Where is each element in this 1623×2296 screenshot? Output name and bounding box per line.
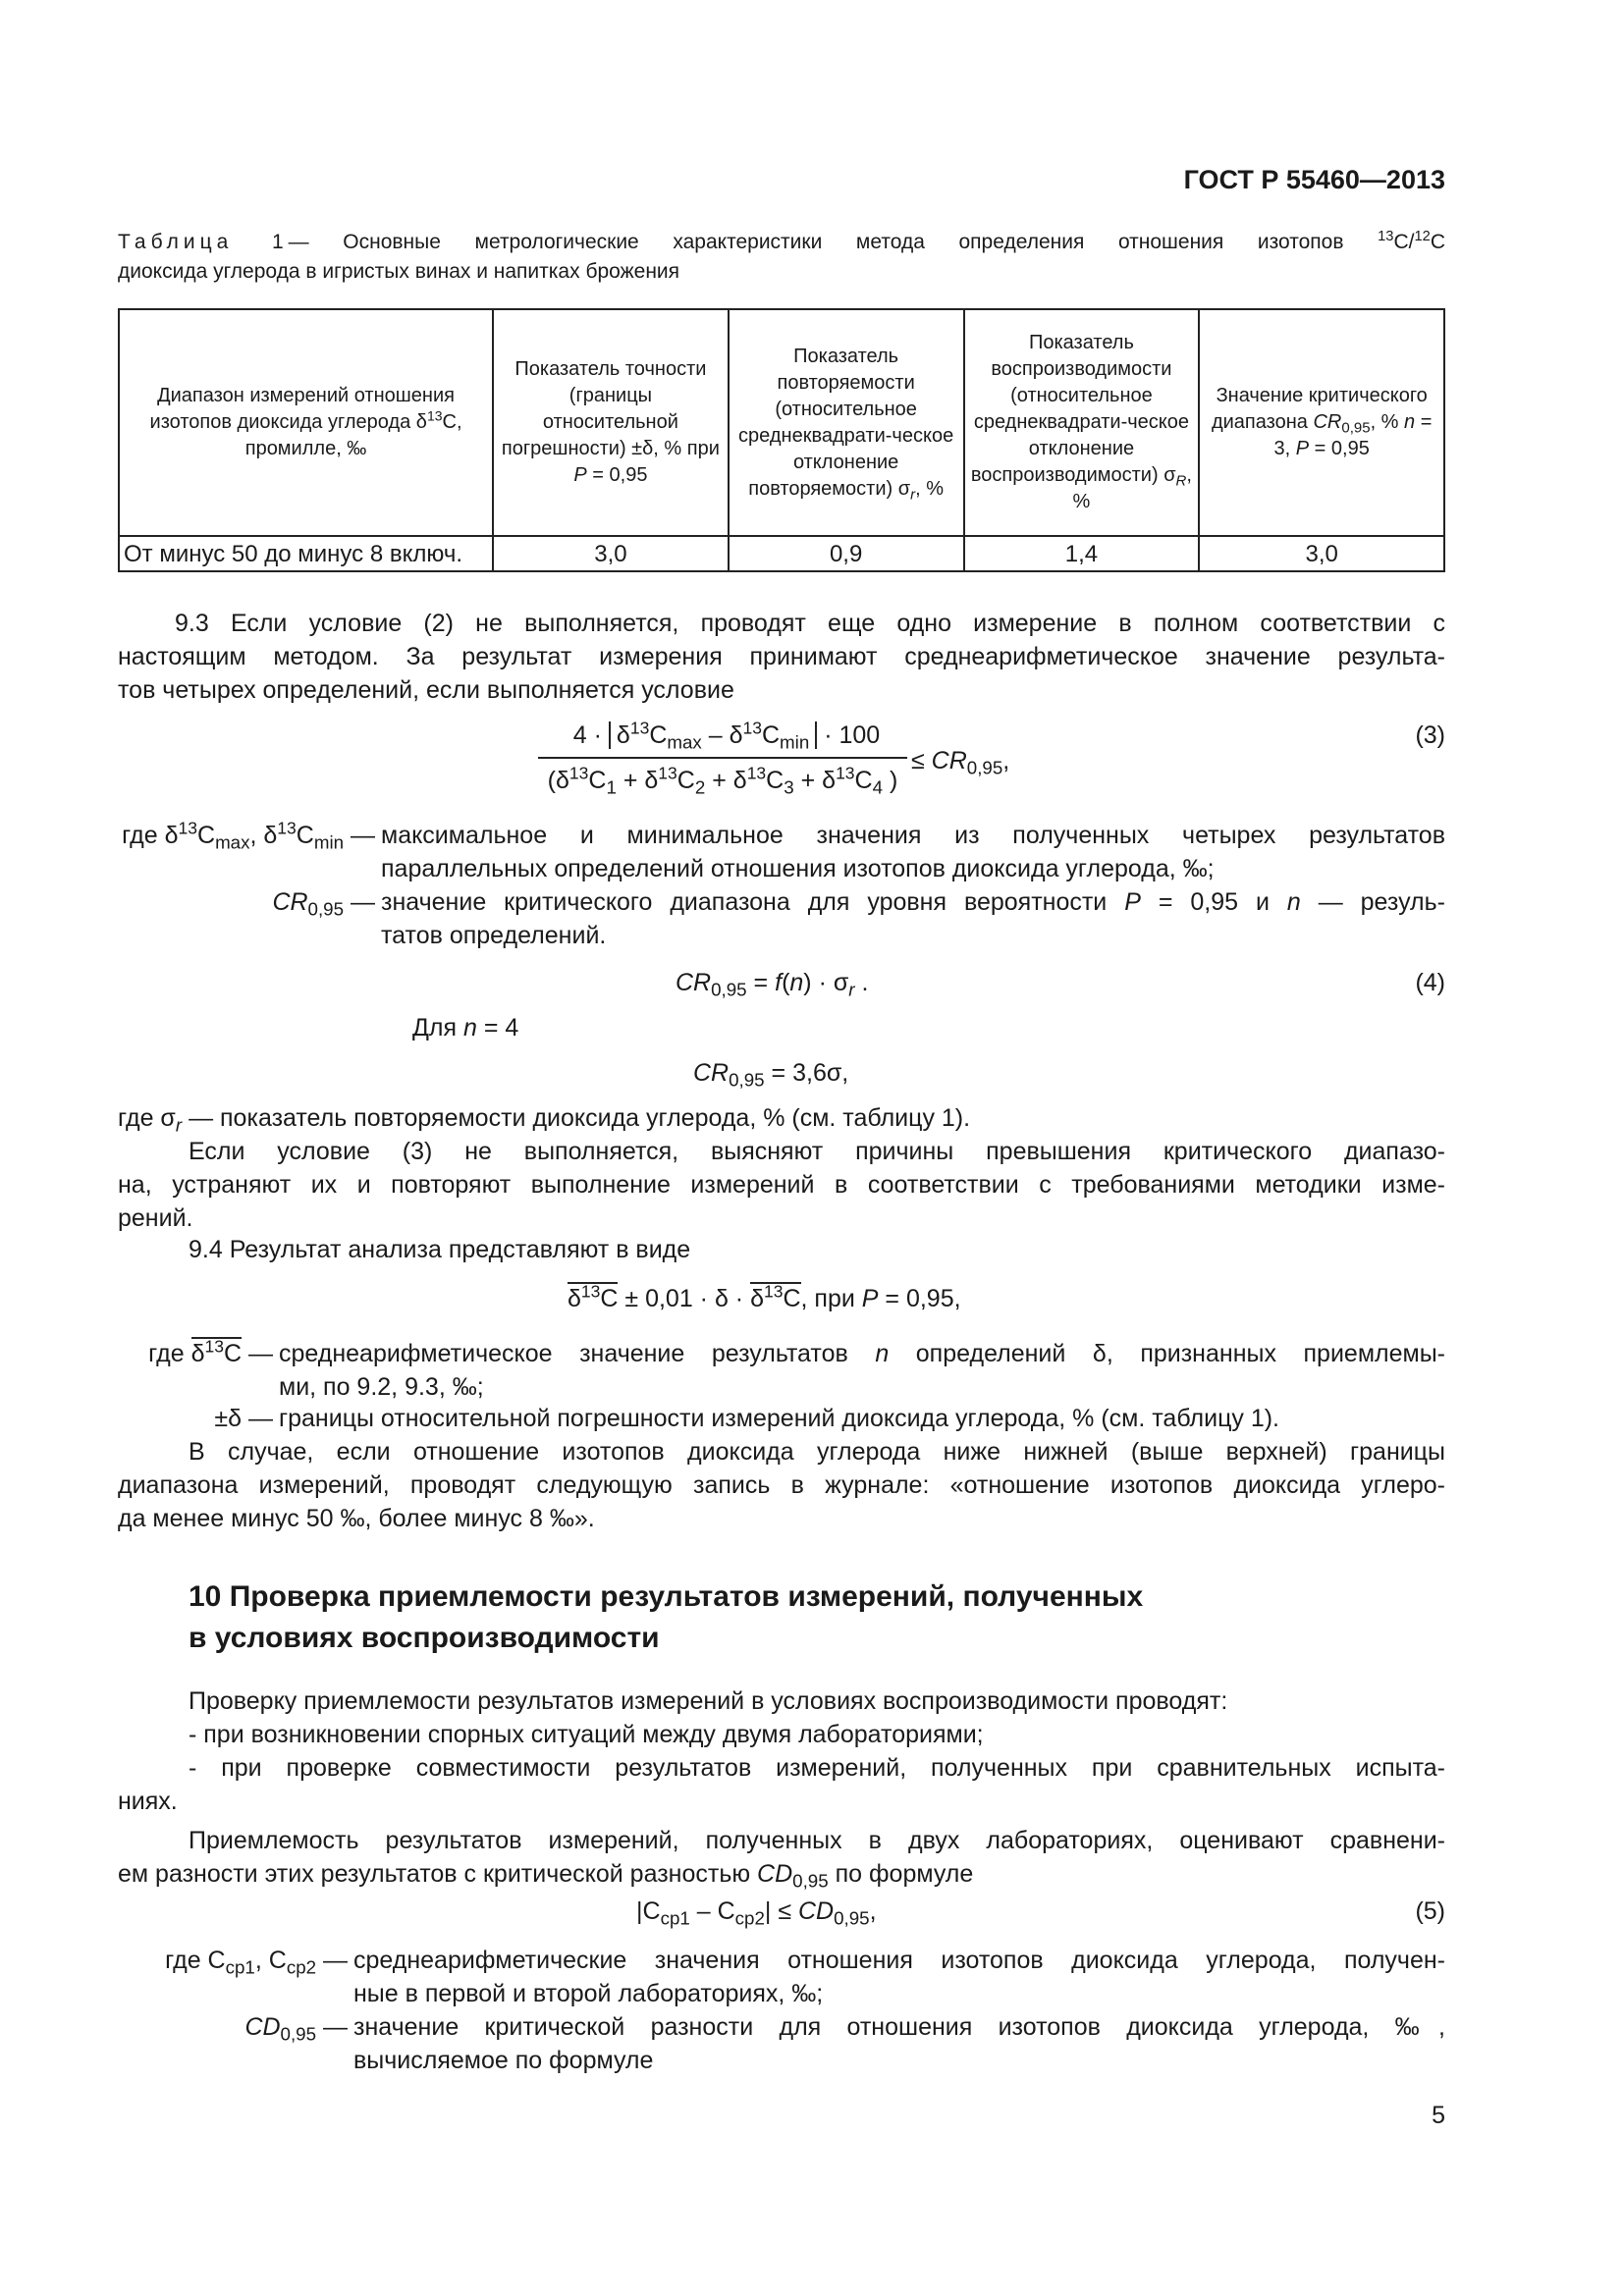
section-10-body	[118, 1684, 1445, 1891]
equation-4b: $CR_{0,95} = 3,6\sigma$,	[693, 1059, 849, 1091]
where-term: где $C_{ср1}$, $C_{ср2}$ —	[165, 1947, 348, 1978]
text-line: настоящим методом. За результат измерения принимают среднеарифметическое значение результа-	[118, 643, 1445, 670]
equation-3-rhs: ≤ $CR_{0,95}$,	[911, 747, 1010, 778]
page-number: 5	[1432, 2102, 1445, 2129]
column-header-repeatability: Показатель повторяемости (относительное среднеквадрати-ческое отклонение повторяемости) $\sigma_r$, %	[729, 309, 964, 536]
equation-4-number: (4)	[1415, 969, 1445, 996]
equation-3-denominator: ($\delta^{13}C_1 + \delta^{13}C_2 + \delta^{13}C_3 + \delta^{13}C_4$ )	[547, 763, 898, 798]
table-caption	[118, 228, 1445, 287]
section-10-heading: 10 Проверка приемлемости результатов измерений, полученных в условиях воспроизводимости	[189, 1580, 1144, 1654]
where-definition: границы относительной погрешности измерений диоксида углерода, % (см. таблицу 1).	[279, 1405, 1280, 1432]
column-header-reproducibility: Показатель воспроизводимости (относительное среднеквадрати-ческое отклонение воспроизводимости) $\sigma_R$, %	[964, 309, 1200, 536]
where-sigma-r: где $\sigma_r$ — показатель повторяемости диоксида углерода, % (см. таблицу 1).	[118, 1104, 971, 1136]
text-line: Приемлемость результатов измерений, полученных в двух лабораториях, оценивают сравнени-	[189, 1827, 1445, 1854]
equation-3-number: (3)	[1415, 721, 1445, 749]
paragraph-9-3	[118, 607, 1445, 707]
where-term: ±δ —	[214, 1405, 273, 1432]
equation-5-number: (5)	[1415, 1897, 1445, 1925]
fraction-bar	[538, 757, 907, 759]
where-definition: максимальное и минимальное значения из полученных четырех результатов параллельных определений отношения изотопов диоксида углерода, ‰;	[381, 822, 1445, 882]
where-definition: среднеарифметическое значение результатов n определений δ, признанных приемлемы- ми, по 9.2, 9.3, ‰;	[279, 1340, 1445, 1401]
equation-3-numerator: $4 \cdot \delta^{13}C_{max} - \delta^{13}C_{min} \cdot 100$	[572, 718, 881, 753]
table-caption-line2: диоксида углерода в игристых винах и напитках брожения	[118, 260, 680, 283]
isotope-ratio-formula: $^{13}$C/$^{12}$C	[1378, 228, 1445, 253]
where-term: $CR_{0,95}$ —	[272, 888, 375, 920]
column-header-range: Диапазон измерений отношения изотопов диоксида углерода $\delta^{13}С$, промилле, ‰	[119, 309, 493, 536]
list-item: - при возникновении спорных ситуаций между двумя лабораториями;	[189, 1721, 984, 1748]
text-line: ем разности этих результатов с критической разностью $CD_{0,95}$ по формуле	[118, 1860, 974, 1892]
standard-number: ГОСТ Р 55460—2013	[1183, 165, 1445, 194]
list-item: - при проверке совместимости результатов измерений, полученных при сравнительных испыта-	[189, 1754, 1445, 1782]
paragraph-9-4: 9.4 Результат анализа представляют в виде	[189, 1236, 691, 1263]
where-definition: значение критической разности для отношения изотопов диоксида углерода, ‰, вычисляемое по формуле	[353, 2013, 1445, 2074]
text-line: Проверку приемлемости результатов измерений в условиях воспроизводимости проводят:	[189, 1687, 1228, 1715]
text-line: ниях.	[118, 1788, 178, 1815]
table-cell: 3,0	[1199, 536, 1444, 571]
table-cell: От минус 50 до минус 8 включ.	[119, 536, 493, 571]
where-definition: значение критического диапазона для уровня вероятности P = 0,95 и n — резуль- татов определений.	[381, 888, 1445, 949]
column-header-critical-range: Значение критического диапазона $CR_{0,95}$, % n = 3, P = 0,95	[1199, 309, 1444, 536]
where-term: где $\delta^{13}C_{max}$, $\delta^{13}C_{min}$ —	[122, 818, 375, 853]
where-term: $CD_{0,95}$ —	[244, 2013, 348, 2045]
table-cell: 0,9	[729, 536, 964, 571]
equation-result: $\delta^{13}C \pm 0,01 \cdot \delta \cdot \delta^{13}C$, при P = 0,95,	[568, 1281, 961, 1312]
text-line: тов четырех определений, если выполняется условие	[118, 676, 734, 704]
where-definition: среднеарифметические значения отношения изотопов диоксида углерода, получен- ные в первой и второй лабораториях, ‰;	[353, 1947, 1445, 2007]
equation-4: $CR_{0,95} = f(n) \cdot \sigma_r$ .	[676, 969, 869, 1000]
text-line: 9.3 Если условие (2) не выполняется, проводят еще одно измерение в полном соответствии с	[175, 610, 1445, 637]
table-caption-label: Таблица 1	[118, 231, 289, 253]
paragraph-9-4b: В случае, если отношение изотопов диоксида углерода ниже нижней (выше верхней) границы диапазона измерений, проводят следующую запись в журнале: «отношение изотопов диоксида углеро- да менее минус 50 ‰, более минус 8 ‰».	[118, 1438, 1445, 1532]
equation-5: $|C_{ср1} - C_{ср2}| \le CD_{0,95}$,	[636, 1897, 877, 1929]
paragraph-9-3b: Если условие (3) не выполняется, выясняют причины превышения критического диапазо- на, устраняют их и повторяют выполнение измерений в соответствии с требованиями методики изме- рений.	[118, 1138, 1445, 1232]
where-term: где $\delta^{13}C$ —	[148, 1336, 273, 1367]
column-header-accuracy: Показатель точности (границы относительной погрешности) ±δ, % при P = 0,95	[493, 309, 729, 536]
table-caption-text: — Основные метрологические характеристики метода определения отношения изотопов	[288, 231, 1379, 253]
for-n-label: Для n = 4	[412, 1014, 519, 1041]
metrological-table	[118, 308, 1445, 572]
table-cell: 1,4	[964, 536, 1200, 571]
table-cell: 3,0	[493, 536, 729, 571]
